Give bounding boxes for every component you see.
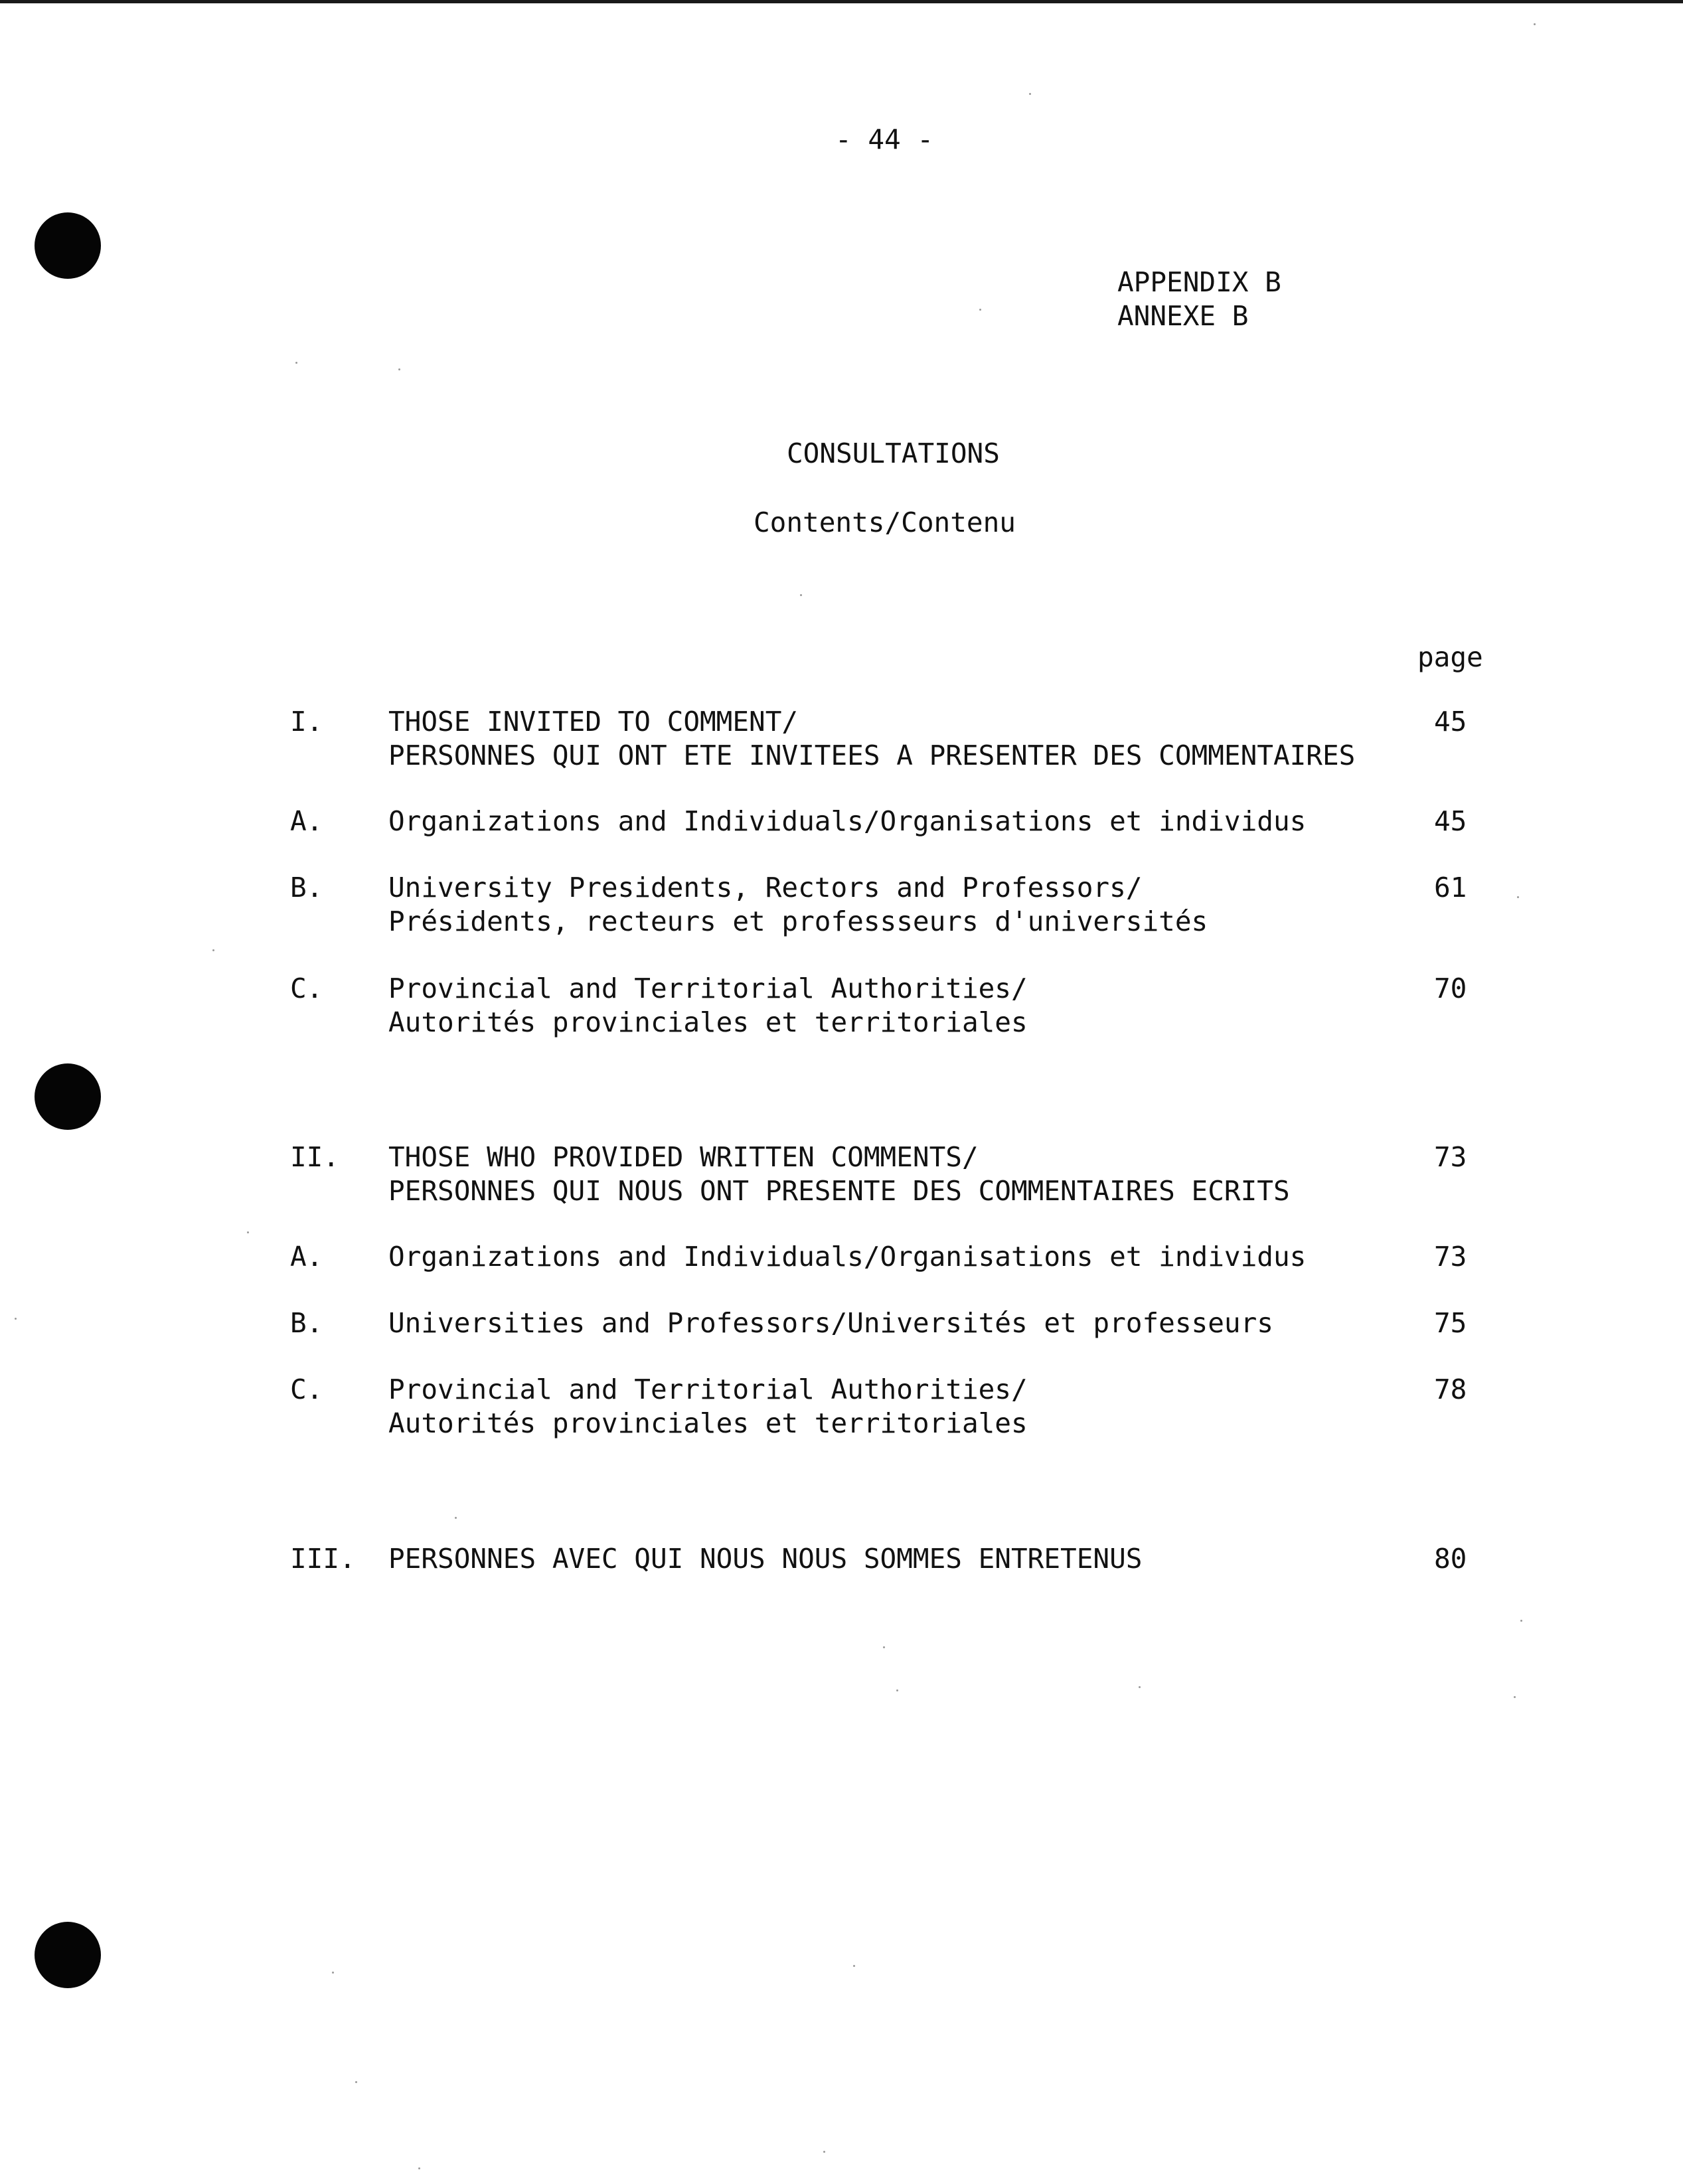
- scan-speck: [800, 594, 802, 596]
- scan-speck: [1139, 1686, 1141, 1688]
- scan-speck: [455, 1517, 457, 1519]
- toc-entry-page: 73: [1434, 1241, 1467, 1273]
- scan-speck: [212, 949, 214, 951]
- punch-hole-top: [35, 212, 101, 279]
- toc-entry-title-line: Provincial and Territorial Authorities/: [388, 1373, 1028, 1405]
- toc-entry-title-line: Présidents, recteurs et professseurs d'universités: [388, 905, 1208, 937]
- toc-entry-page: 45: [1434, 805, 1467, 837]
- toc-entry-label: A.: [290, 805, 323, 837]
- scan-speck: [295, 362, 297, 364]
- annexe-label: ANNEXE B: [1117, 300, 1249, 332]
- toc-entry-title-line: PERSONNES QUI ONT ETE INVITEES A PRESENTER DES COMMENTAIRES: [388, 740, 1356, 771]
- scan-speck: [1517, 896, 1519, 898]
- toc-entry-title-line: PERSONNES QUI NOUS ONT PRESENTE DES COMMENTAIRES ECRITS: [388, 1175, 1290, 1207]
- toc-entry-page: 45: [1434, 706, 1467, 738]
- toc-entry-label: C.: [290, 973, 323, 1004]
- toc-entry-title-line: Organizations and Individuals/Organisations et individus: [388, 1241, 1307, 1273]
- scan-speck: [1514, 1696, 1516, 1698]
- toc-entry-title-line: University Presidents, Rectors and Professors/: [388, 872, 1143, 903]
- scan-speck: [853, 1965, 855, 1967]
- toc-entry-page: 73: [1434, 1141, 1467, 1173]
- scan-speck: [332, 1972, 334, 1974]
- toc-entry-page: 80: [1434, 1543, 1467, 1575]
- toc-entry-page: 61: [1434, 872, 1467, 903]
- contents-subheading: Contents/Contenu: [754, 507, 1016, 538]
- toc-entry-title-line: Universities and Professors/Universités et professeurs: [388, 1307, 1273, 1339]
- page-number: - 44 -: [835, 123, 934, 155]
- toc-entry-label: B.: [290, 1307, 323, 1339]
- toc-entry-title-line: THOSE INVITED TO COMMENT/: [388, 706, 799, 738]
- scan-speck: [979, 309, 981, 311]
- toc-entry-page: 70: [1434, 973, 1467, 1004]
- toc-entry-page: 75: [1434, 1307, 1467, 1339]
- scan-speck: [15, 1318, 17, 1320]
- toc-entry-title-line: THOSE WHO PROVIDED WRITTEN COMMENTS/: [388, 1141, 979, 1173]
- scan-speck: [418, 2167, 420, 2169]
- toc-entry-title-line: Autorités provinciales et territoriales: [388, 1006, 1028, 1038]
- toc-entry-label: C.: [290, 1373, 323, 1405]
- toc-entry-title-line: PERSONNES AVEC QUI NOUS NOUS SOMMES ENTRETENUS: [388, 1543, 1143, 1575]
- toc-entry-page: 78: [1434, 1373, 1467, 1405]
- document-heading: CONSULTATIONS: [787, 437, 1000, 469]
- scan-speck: [355, 2081, 357, 2083]
- punch-hole-bottom: [35, 1922, 101, 1988]
- scan-speck: [398, 368, 400, 370]
- toc-entry-title-line: Autorités provinciales et territoriales: [388, 1407, 1028, 1439]
- top-border-rule: [0, 0, 1683, 3]
- scan-speck: [247, 1231, 249, 1233]
- toc-entry-title-line: Provincial and Territorial Authorities/: [388, 973, 1028, 1004]
- scan-speck: [1534, 23, 1536, 25]
- toc-entry-label: A.: [290, 1241, 323, 1273]
- scan-speck: [883, 1646, 885, 1648]
- scan-speck: [1520, 1620, 1522, 1622]
- toc-entry-label: I.: [290, 706, 323, 738]
- toc-entry-label: III.: [290, 1543, 356, 1575]
- toc-entry-title-line: Organizations and Individuals/Organisations et individus: [388, 805, 1307, 837]
- appendix-label: APPENDIX B: [1117, 266, 1281, 298]
- scan-speck: [823, 2151, 825, 2153]
- punch-hole-middle: [35, 1063, 101, 1130]
- toc-entry-label: II.: [290, 1141, 340, 1173]
- scan-speck: [1029, 93, 1031, 95]
- page-column-label: page: [1417, 641, 1483, 673]
- toc-entry-label: B.: [290, 872, 323, 903]
- scan-speck: [896, 1689, 898, 1691]
